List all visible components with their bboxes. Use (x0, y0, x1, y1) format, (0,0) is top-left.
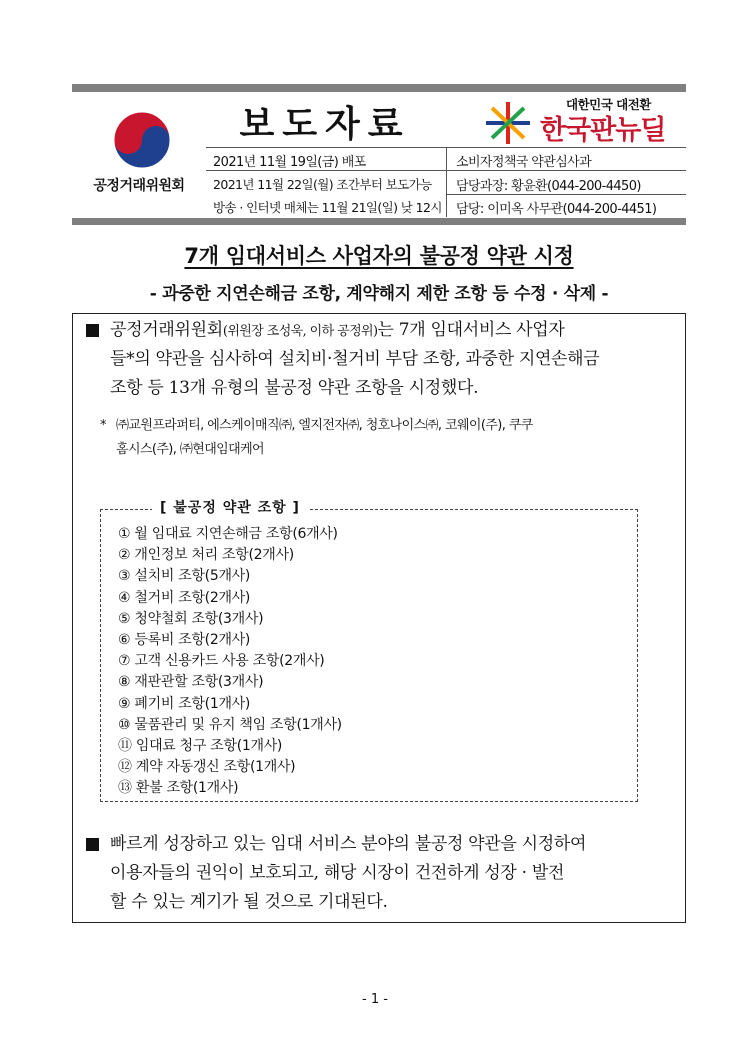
clause-item: ⑤ 청약철회 조항(3개사) (118, 610, 264, 627)
clause-list-title: [ 불공정 약관 조항 ] (152, 497, 308, 517)
clause-item: ① 월 임대료 지연손해금 조항(6개사) (118, 526, 338, 542)
clause-item: ⑦ 고객 신용카드 사용 조항(2개사) (118, 653, 325, 670)
header-divider (446, 194, 686, 195)
brand-subtitle: 대한민국 대전환 (566, 97, 651, 112)
para1-line1-a: 공정거래위원회 (110, 320, 223, 340)
manager-contact: 담당과장: 황윤환(044-200-4450) (456, 179, 641, 194)
subheadline: - 과중한 지연손해금 조항, 계약해지 제한 조항 등 수정 · 삭제 - (149, 284, 609, 304)
top-bar (72, 84, 686, 92)
staff-contact: 담당: 이미옥 사무관(044-200-4451) (456, 202, 657, 217)
clause-item: ⑬ 환불 조항(1개사) (118, 780, 239, 797)
para2-line2: 이용자들의 권익이 보호되고, 해당 시장이 건전하게 성장 · 발전 (110, 863, 565, 883)
new-deal-star-icon (482, 100, 534, 146)
para1-line1-c: 는 7개 임대서비스 사업자 (377, 320, 565, 340)
clause-item: ④ 철거비 조항(2개사) (118, 589, 251, 606)
footnote-marker: * (100, 418, 106, 433)
para1-line3: 조항 등 13개 유형의 불공정 약관 조항을 시정했다. (110, 378, 479, 398)
department: 소비자정책국 약관심사과 (456, 155, 592, 170)
doc-type-title: 보도자료 (239, 103, 411, 145)
square-bullet-icon (86, 838, 99, 851)
release-date: 2021년 11월 19일(금) 배포 (213, 155, 366, 170)
header-bottom-bar (72, 218, 686, 225)
para2-line1: 빠르게 성장하고 있는 임대 서비스 분야의 불공정 약관을 시정하여 (110, 834, 587, 854)
clause-item: ⑫ 계약 자동갱신 조항(1개사) (118, 759, 296, 776)
clause-item: ⑧ 재판관할 조항(3개사) (118, 674, 264, 691)
para1-line1 (110, 316, 565, 346)
page-number: - 1 - (362, 992, 388, 1007)
org-name: 공정거래위원회 (93, 178, 185, 194)
clause-item: ⑨ 폐기비 조항(1개사) (118, 695, 251, 712)
para2-line3: 할 수 있는 계기가 될 것으로 기대된다. (110, 892, 388, 912)
clause-item: ⑥ 등록비 조항(2개사) (118, 632, 251, 649)
clause-item: ② 개인정보 처리 조항(2개사) (118, 547, 294, 564)
taegeuk-emblem-icon (110, 108, 174, 172)
embargo-line-1: 2021년 11월 22일(월) 조간부터 보도가능 (213, 177, 432, 192)
square-bullet-icon (86, 324, 99, 337)
clause-item: ⑪ 임대료 청구 조항(1개사) (118, 738, 283, 755)
footnote-line2: 홈시스(주), ㈜현대임대케어 (116, 442, 264, 457)
para1-line2: 들*의 약관을 심사하여 설치비·철거비 부담 조항, 과중한 지연손해금 (110, 349, 600, 369)
clause-list (118, 524, 342, 800)
headline-text: 7개 임대서비스 사업자의 불공정 약관 시정 (184, 244, 574, 268)
embargo-line-2: 방송 · 인터넷 매체는 11월 21일(일) 낮 12시 (213, 200, 442, 215)
clause-item: ⑩ 물품관리 및 유지 책임 조항(1개사) (118, 716, 342, 733)
brand-title: 한국판뉴딜 (540, 115, 666, 146)
footnote-line1: ㈜교원프라퍼티, 에스케이매직㈜, 엘지전자㈜, 청호나이스㈜, 코웨이(주), 쿠쿠 (116, 418, 533, 433)
header-divider (446, 147, 447, 217)
para1-line1-b: (위원장 조성욱, 이하 공정위) (222, 324, 378, 339)
headline (72, 240, 686, 270)
clause-item: ③ 설치비 조항(5개사) (118, 568, 251, 585)
